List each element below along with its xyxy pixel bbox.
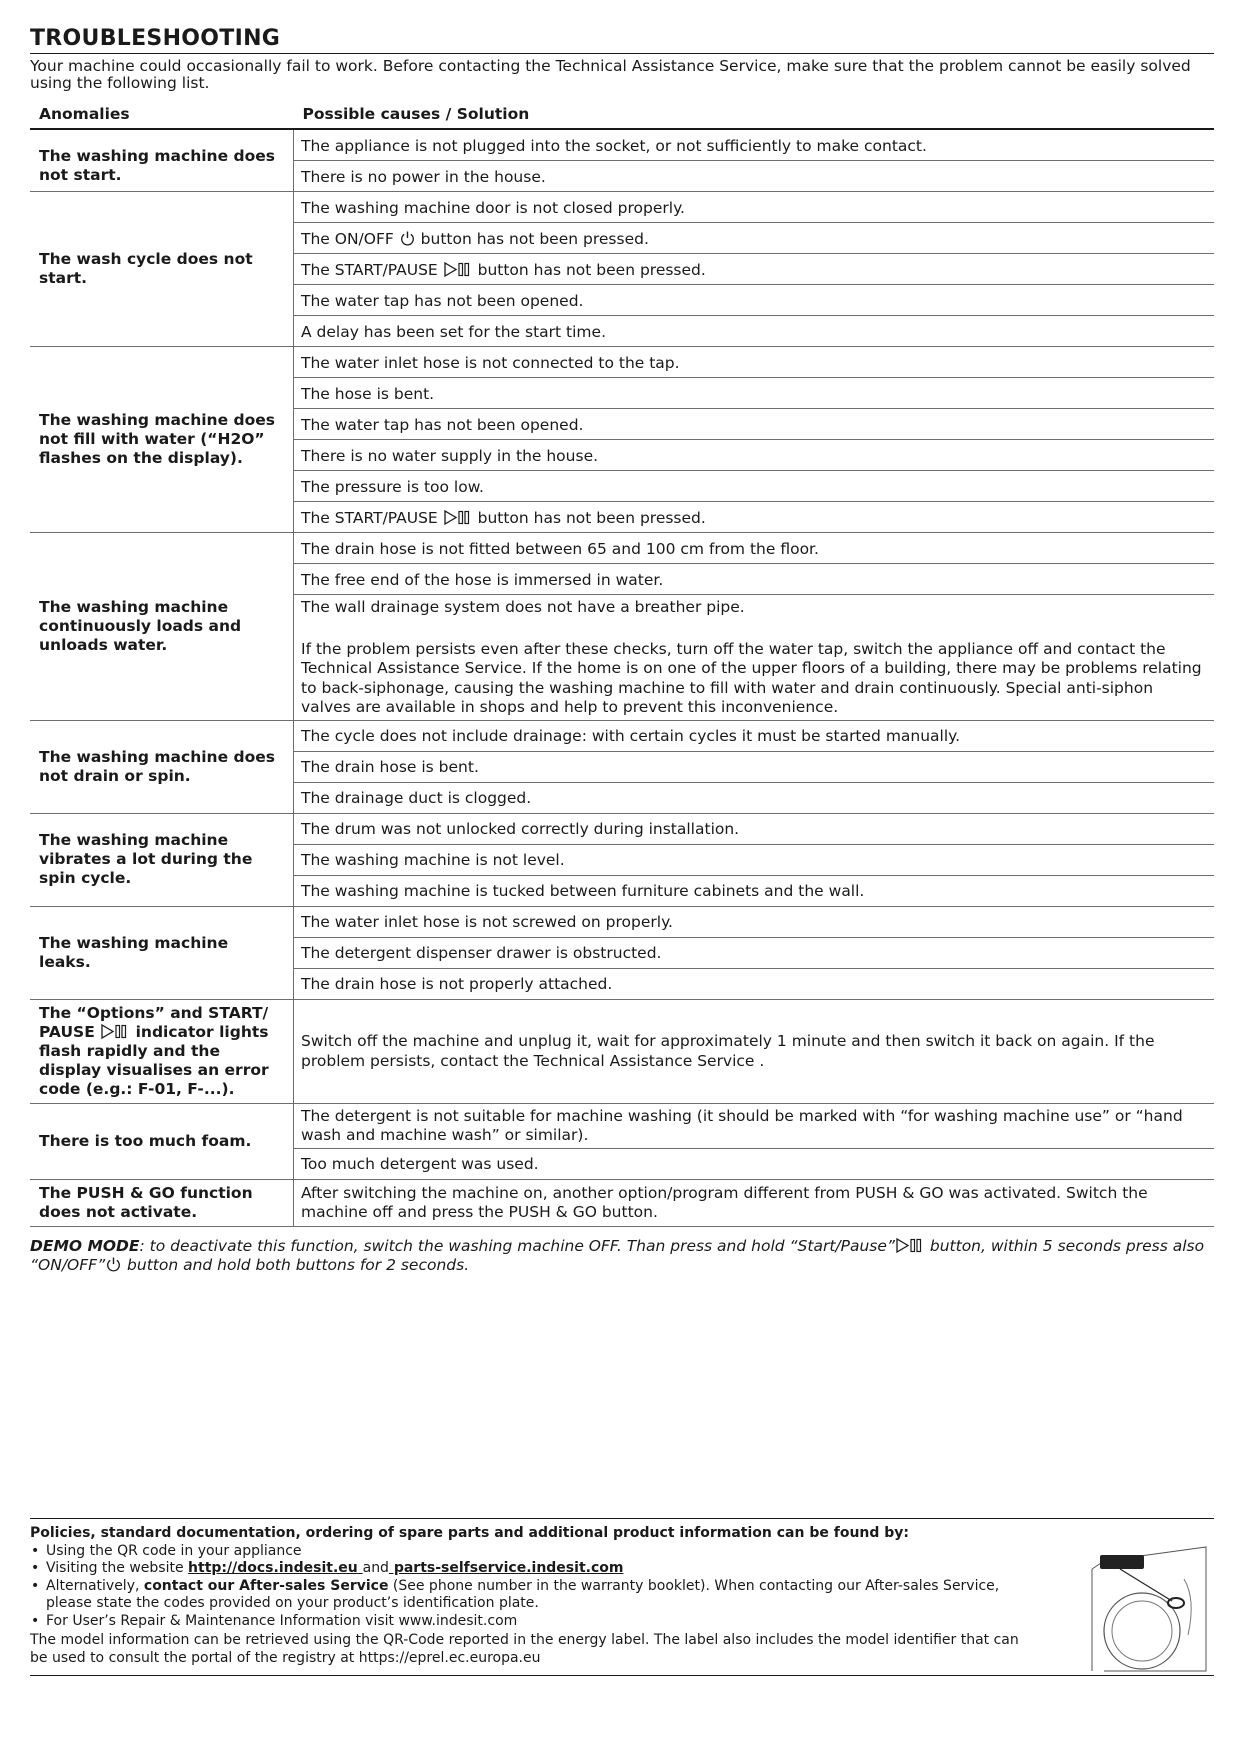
cell-text: The drain hose is not fitted between 65 and 100 cm from the floor. [301, 539, 819, 558]
anomaly-cell [30, 999, 294, 1103]
cell-text: The free end of the hose is immersed in water. [301, 570, 664, 589]
col-header-causes: Possible causes / Solution [294, 98, 1215, 129]
cell-text: The washing machine is tucked between furniture cabinets and the wall. [301, 882, 865, 900]
anomaly-cell [30, 347, 294, 533]
cause-cell [294, 564, 1215, 595]
cell-text: The washing machine is not level. [301, 851, 565, 869]
page-title: TROUBLESHOOTING [30, 26, 1214, 54]
cell-text: The ON/OFF [301, 229, 399, 248]
cell-text: There is no water supply in the house. [301, 446, 599, 465]
cell-text: The hose is bent. [301, 384, 435, 403]
cell-text: After switching the machine on, another option/program different from PUSH & GO was activated. Switch the machine off and press the PUSH & GO button. [301, 1183, 1148, 1221]
demo-text-1: : to deactivate this function, switch the washing machine OFF. Than press and hold “Start/Pause” [139, 1236, 895, 1255]
cell-text: The pressure is too low. [301, 477, 484, 496]
cell-text: The drain hose is bent. [301, 758, 479, 776]
list-item [30, 1613, 1046, 1631]
cause-cell [294, 1103, 1215, 1148]
cause-cell [294, 875, 1215, 906]
after-sales-label: contact our After-sales Service [143, 1577, 389, 1594]
table-row [30, 192, 1214, 223]
cause-cell [294, 409, 1215, 440]
cell-extra-text: If the problem persists even after these checks, turn off the water tap, switch the appliance off and contact the Technical Assistance Service. If the home is on one of the upper floors of a building, there may be problems relating to back-siphonage, causing the washing machine to fill with water and drain continuously. Special anti-siphon valves are available in shops and help to prevent this inconvenience. [301, 639, 1202, 716]
anomaly-cell [30, 533, 294, 721]
demo-label: DEMO MODE [30, 1236, 140, 1255]
table-row [30, 720, 1214, 751]
cell-text: The START/PAUSE [301, 508, 443, 527]
anomaly-cell [30, 720, 294, 813]
power-icon [399, 230, 416, 247]
cause-cell [294, 813, 1215, 844]
play-pause-icon [443, 509, 473, 526]
table-row [30, 906, 1214, 937]
table-row [30, 1103, 1214, 1148]
cell-text: Too much detergent was used. [301, 1155, 539, 1173]
cause-cell [294, 129, 1215, 161]
play-pause-icon [100, 1023, 130, 1040]
demo-mode-note [30, 1237, 1214, 1275]
docs-link[interactable]: http://docs.indesit.eu [188, 1560, 363, 1576]
cause-cell [294, 471, 1215, 502]
cell-text: button has not been pressed. [472, 260, 706, 279]
cause-cell [294, 378, 1215, 409]
cause-cell [294, 192, 1215, 223]
parts-link[interactable]: parts-selfservice.indesit.com [388, 1560, 624, 1576]
cause-cell [294, 1148, 1215, 1179]
demo-text-2: button, within 5 seconds press also “ON/OFF” [30, 1236, 1205, 1274]
intro-text: Your machine could occasionally fail to work. Before contacting the Technical Assistance Service, make sure that the problem cannot be easily solved using the following list. [30, 57, 1191, 92]
cell-text: The washing machine door is not closed properly. [301, 198, 685, 217]
troubleshooting-table [30, 98, 1214, 1227]
play-pause-icon [895, 1237, 925, 1254]
anomaly-cell [30, 192, 294, 347]
cause-cell [294, 161, 1215, 192]
list-item [30, 1560, 1046, 1578]
cell-text: The drum was not unlocked correctly during installation. [301, 820, 740, 838]
page [30, 26, 1214, 1275]
cause-cell [294, 533, 1215, 564]
cause-cell [294, 906, 1215, 937]
cause-cell [294, 223, 1215, 254]
table-row [30, 533, 1214, 564]
cell-text: The drainage duct is clogged. [301, 789, 532, 807]
cell-text: The washing machine does not fill with water (“H2O” flashes on the display). [39, 411, 275, 467]
cause-cell [294, 999, 1215, 1103]
anomaly-cell [30, 906, 294, 999]
list-item [30, 1578, 1046, 1613]
cell-text: button has not been pressed. [415, 229, 649, 248]
cell-text: The “Options” and START/ PAUSE [39, 1003, 269, 1041]
cause-cell [294, 751, 1215, 782]
cell-text: indicator lights flash rapidly and the display visualises an error code (e.g.: F-01, F-...). [39, 1022, 269, 1098]
cause-cell [294, 937, 1215, 968]
cell-text: The washing machine leaks. [39, 933, 229, 971]
cause-cell [294, 254, 1215, 285]
play-pause-icon [443, 261, 473, 278]
cell-text: The wash cycle does not start. [39, 250, 253, 287]
power-icon [105, 1256, 122, 1273]
footer-item-after-sales-text: (See phone number in the warranty booklet). When contacting our After-sales Service, please state the codes provided on your product’s identification plate. [46, 1577, 1000, 1611]
cell-text: The detergent dispenser drawer is obstructed. [301, 944, 662, 962]
anomaly-cell [30, 1179, 294, 1226]
table-body [30, 129, 1214, 1226]
cause-cell [294, 968, 1215, 999]
footer-heading: Policies, standard documentation, ordering of spare parts and additional product information can be found by: [30, 1525, 910, 1541]
cell-text: There is too much foam. [39, 1131, 252, 1150]
cause-cell [294, 844, 1215, 875]
cell-text: The wall drainage system does not have a breather pipe. [301, 598, 745, 616]
cell-text: A delay has been set for the start time. [301, 322, 606, 341]
cell-text: There is no power in the house. [301, 167, 546, 186]
anomaly-cell [30, 129, 294, 192]
col-header-anomalies: Anomalies [30, 98, 294, 129]
cause-cell [294, 720, 1215, 751]
cell-text: The washing machine does not drain or spin. [39, 747, 275, 785]
cell-text: The START/PAUSE [301, 260, 443, 279]
cell-text: The PUSH & GO function does not activate. [39, 1183, 253, 1221]
cell-text: button has not been pressed. [472, 508, 706, 527]
cause-cell [294, 782, 1215, 813]
cause-cell [294, 1179, 1215, 1226]
cell-text: The detergent is not suitable for machine washing (it should be marked with “for washing machine use” or “hand wash and machine wash” or similar). [301, 1106, 1183, 1144]
demo-text-3: button and hold both buttons for 2 seconds. [122, 1255, 470, 1274]
footer-item-qr: Using the QR code in your appliance [46, 1542, 302, 1559]
cause-cell [294, 347, 1215, 378]
footer-note: The model information can be retrieved using the QR-Code reported in the energy label. The label also includes the model identifier that can be used to consult the portal of the registry at https://eprel.ec.europa.eu [30, 1632, 1019, 1666]
cell-text: The water tap has not been opened. [301, 415, 584, 434]
table-row [30, 347, 1214, 378]
table-row [30, 129, 1214, 161]
anomaly-cell [30, 1103, 294, 1179]
cause-cell [294, 316, 1215, 347]
cell-text: The washing machine vibrates a lot during the spin cycle. [39, 831, 253, 887]
cell-text: The water tap has not been opened. [301, 291, 584, 310]
footer-item-website-label: Visiting the website [46, 1560, 189, 1576]
footer-item-repair: For User’s Repair & Maintenance Information visit www.indesit.com [46, 1612, 518, 1629]
cell-text: The washing machine does not start. [39, 146, 275, 184]
washing-machine-illustration [1084, 1539, 1214, 1674]
footer-item-alt: Alternatively, [46, 1577, 144, 1594]
footer-item-and: and [362, 1560, 389, 1576]
cell-text: The cycle does not include drainage: with certain cycles it must be started manually. [301, 727, 961, 745]
cause-cell [294, 440, 1215, 471]
cell-text: The washing machine continuously loads and unloads water. [39, 597, 242, 654]
cell-text: The water inlet hose is not connected to the tap. [301, 353, 680, 372]
cause-cell [294, 285, 1215, 316]
table-row [30, 1179, 1214, 1226]
table-header-row [30, 98, 1214, 129]
cause-cell [294, 595, 1215, 721]
table-row [30, 999, 1214, 1103]
cause-cell [294, 502, 1215, 533]
cell-text: The water inlet hose is not screwed on properly. [301, 913, 673, 931]
cell-text: Switch off the machine and unplug it, wait for approximately 1 minute and then switch it back on again. If the problem persists, contact the Technical Assistance Service . [301, 1032, 1155, 1070]
anomaly-cell [30, 813, 294, 906]
cell-text: The appliance is not plugged into the socket, or not sufficiently to make contact. [301, 136, 927, 155]
table-row [30, 813, 1214, 844]
cell-text: The drain hose is not properly attached. [301, 975, 613, 993]
list-item [30, 1543, 1046, 1561]
footer-info [30, 1518, 1214, 1676]
footer-list [30, 1543, 1214, 1631]
